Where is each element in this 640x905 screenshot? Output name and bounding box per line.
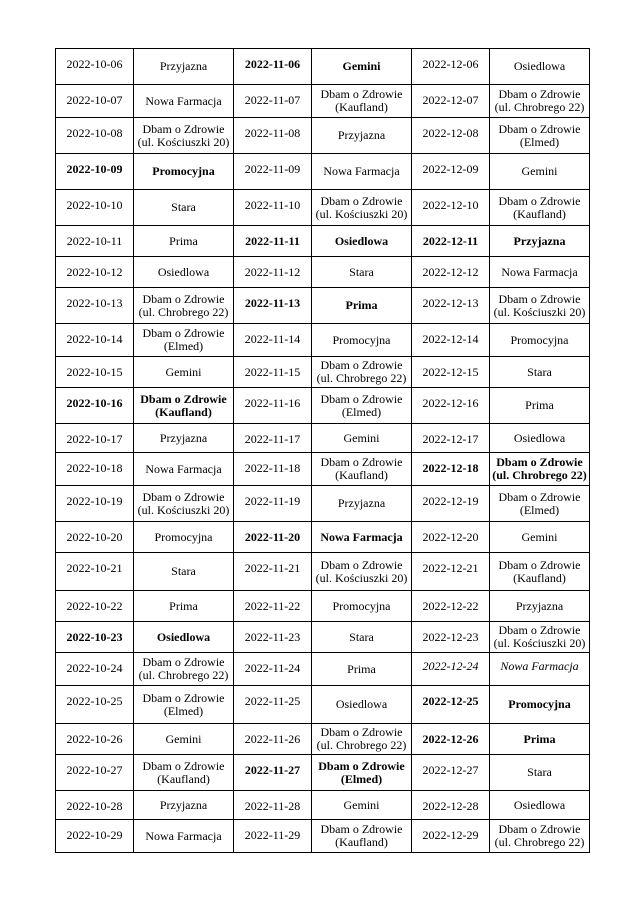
- duty-date-cell: 2022-10-25: [56, 686, 134, 724]
- pharmacy-name-cell: Gemini: [312, 791, 412, 820]
- pharmacy-name-cell: Dbam o Zdrowie (Kaufland): [312, 453, 412, 486]
- pharmacy-name-cell: Nowa Farmacja: [490, 653, 590, 686]
- pharmacy-name-cell: Dbam o Zdrowie (ul. Chrobrego 22): [490, 453, 590, 486]
- table-row: [56, 190, 590, 226]
- pharmacy-name-cell: Promocyjna: [134, 522, 234, 553]
- pharmacy-name-cell: Przyjazna: [312, 486, 412, 522]
- pharmacy-name-cell: Stara: [490, 357, 590, 388]
- pharmacy-name-cell: Dbam o Zdrowie (ul. Kościuszki 20): [312, 190, 412, 226]
- pharmacy-name-cell: Gemini: [134, 357, 234, 388]
- duty-date-cell: 2022-12-19: [412, 486, 490, 522]
- pharmacy-name-cell: Prima: [490, 724, 590, 755]
- pharmacy-name-cell: Przyjazna: [312, 118, 412, 154]
- pharmacy-name-cell: Stara: [134, 553, 234, 591]
- duty-date-cell: 2022-12-26: [412, 724, 490, 755]
- table-row: [56, 755, 590, 791]
- duty-date-cell: 2022-11-08: [234, 118, 312, 154]
- duty-date-cell: 2022-10-16: [56, 388, 134, 424]
- pharmacy-name-cell: Dbam o Zdrowie (ul. Kościuszki 20): [490, 288, 590, 324]
- duty-date-cell: 2022-12-14: [412, 324, 490, 357]
- duty-date-cell: 2022-11-22: [234, 591, 312, 622]
- duty-date-cell: 2022-11-24: [234, 653, 312, 686]
- duty-date-cell: 2022-11-16: [234, 388, 312, 424]
- duty-date-cell: 2022-10-07: [56, 85, 134, 118]
- pharmacy-name-cell: Dbam o Zdrowie (ul. Kościuszki 20): [134, 486, 234, 522]
- schedule-body: [56, 49, 590, 853]
- duty-date-cell: 2022-12-08: [412, 118, 490, 154]
- duty-date-cell: 2022-10-14: [56, 324, 134, 357]
- table-row: [56, 154, 590, 190]
- duty-date-cell: 2022-11-14: [234, 324, 312, 357]
- duty-date-cell: 2022-12-06: [412, 49, 490, 85]
- duty-date-cell: 2022-11-07: [234, 85, 312, 118]
- pharmacy-name-cell: Nowa Farmacja: [490, 257, 590, 288]
- table-row: [56, 324, 590, 357]
- duty-date-cell: 2022-11-28: [234, 791, 312, 820]
- duty-date-cell: 2022-12-27: [412, 755, 490, 791]
- pharmacy-name-cell: Stara: [134, 190, 234, 226]
- duty-date-cell: 2022-11-12: [234, 257, 312, 288]
- duty-date-cell: 2022-12-18: [412, 453, 490, 486]
- pharmacy-name-cell: Przyjazna: [490, 226, 590, 257]
- pharmacy-name-cell: Dbam o Zdrowie (Kaufland): [490, 190, 590, 226]
- pharmacy-name-cell: Prima: [134, 591, 234, 622]
- table-row: [56, 486, 590, 522]
- pharmacy-name-cell: Osiedlowa: [490, 424, 590, 453]
- pharmacy-name-cell: Dbam o Zdrowie (Elmed): [490, 118, 590, 154]
- table-row: [56, 522, 590, 553]
- pharmacy-name-cell: Gemini: [490, 522, 590, 553]
- table-row: [56, 118, 590, 154]
- table-row: [56, 357, 590, 388]
- pharmacy-name-cell: Promocyjna: [312, 591, 412, 622]
- duty-date-cell: 2022-12-12: [412, 257, 490, 288]
- pharmacy-name-cell: Dbam o Zdrowie (Kaufland): [312, 820, 412, 853]
- pharmacy-name-cell: Osiedlowa: [490, 49, 590, 85]
- pharmacy-name-cell: Osiedlowa: [134, 257, 234, 288]
- duty-date-cell: 2022-10-24: [56, 653, 134, 686]
- duty-date-cell: 2022-11-09: [234, 154, 312, 190]
- duty-date-cell: 2022-10-12: [56, 257, 134, 288]
- duty-date-cell: 2022-12-24: [412, 653, 490, 686]
- duty-date-cell: 2022-12-10: [412, 190, 490, 226]
- duty-date-cell: 2022-11-13: [234, 288, 312, 324]
- pharmacy-name-cell: Prima: [490, 388, 590, 424]
- duty-date-cell: 2022-12-23: [412, 622, 490, 653]
- pharmacy-name-cell: Dbam o Zdrowie (Kaufland): [490, 553, 590, 591]
- pharmacy-name-cell: Dbam o Zdrowie (ul. Chrobrego 22): [312, 357, 412, 388]
- duty-date-cell: 2022-12-16: [412, 388, 490, 424]
- duty-date-cell: 2022-11-06: [234, 49, 312, 85]
- pharmacy-name-cell: Dbam o Zdrowie (ul. Kościuszki 20): [134, 118, 234, 154]
- pharmacy-name-cell: Nowa Farmacja: [312, 522, 412, 553]
- pharmacy-name-cell: Dbam o Zdrowie (Kaufland): [312, 85, 412, 118]
- table-row: [56, 226, 590, 257]
- duty-date-cell: 2022-10-13: [56, 288, 134, 324]
- table-row: [56, 388, 590, 424]
- duty-date-cell: 2022-12-20: [412, 522, 490, 553]
- duty-date-cell: 2022-12-09: [412, 154, 490, 190]
- duty-date-cell: 2022-11-17: [234, 424, 312, 453]
- duty-date-cell: 2022-11-21: [234, 553, 312, 591]
- pharmacy-name-cell: Dbam o Zdrowie (Kaufland): [134, 388, 234, 424]
- duty-date-cell: 2022-10-11: [56, 226, 134, 257]
- pharmacy-name-cell: Dbam o Zdrowie (ul. Chrobrego 22): [134, 653, 234, 686]
- pharmacy-name-cell: Nowa Farmacja: [312, 154, 412, 190]
- pharmacy-name-cell: Promocyjna: [134, 154, 234, 190]
- table-row: [56, 85, 590, 118]
- pharmacy-name-cell: Promocyjna: [490, 324, 590, 357]
- duty-date-cell: 2022-10-29: [56, 820, 134, 853]
- pharmacy-name-cell: Gemini: [312, 424, 412, 453]
- pharmacy-name-cell: Promocyjna: [490, 686, 590, 724]
- duty-date-cell: 2022-11-15: [234, 357, 312, 388]
- pharmacy-name-cell: Dbam o Zdrowie (Elmed): [312, 388, 412, 424]
- pharmacy-name-cell: Dbam o Zdrowie (Kaufland): [134, 755, 234, 791]
- duty-date-cell: 2022-12-15: [412, 357, 490, 388]
- duty-date-cell: 2022-10-19: [56, 486, 134, 522]
- duty-date-cell: 2022-12-22: [412, 591, 490, 622]
- table-row: [56, 724, 590, 755]
- duty-date-cell: 2022-11-29: [234, 820, 312, 853]
- pharmacy-name-cell: Dbam o Zdrowie (ul. Kościuszki 20): [490, 622, 590, 653]
- pharmacy-name-cell: Przyjazna: [490, 591, 590, 622]
- duty-date-cell: 2022-10-18: [56, 453, 134, 486]
- table-row: [56, 288, 590, 324]
- duty-date-cell: 2022-11-26: [234, 724, 312, 755]
- pharmacy-name-cell: Osiedlowa: [490, 791, 590, 820]
- table-row: [56, 49, 590, 85]
- duty-date-cell: 2022-12-21: [412, 553, 490, 591]
- duty-date-cell: 2022-10-08: [56, 118, 134, 154]
- pharmacy-name-cell: Stara: [312, 622, 412, 653]
- duty-date-cell: 2022-12-17: [412, 424, 490, 453]
- pharmacy-name-cell: Dbam o Zdrowie (Elmed): [134, 686, 234, 724]
- duty-date-cell: 2022-10-15: [56, 357, 134, 388]
- duty-date-cell: 2022-10-21: [56, 553, 134, 591]
- duty-date-cell: 2022-11-20: [234, 522, 312, 553]
- table-row: [56, 653, 590, 686]
- duty-date-cell: 2022-11-25: [234, 686, 312, 724]
- pharmacy-name-cell: Dbam o Zdrowie (ul. Kościuszki 20): [312, 553, 412, 591]
- pharmacy-name-cell: Promocyjna: [312, 324, 412, 357]
- duty-date-cell: 2022-10-23: [56, 622, 134, 653]
- pharmacy-name-cell: Stara: [312, 257, 412, 288]
- table-row: [56, 257, 590, 288]
- duty-date-cell: 2022-10-28: [56, 791, 134, 820]
- pharmacy-name-cell: Przyjazna: [134, 791, 234, 820]
- duty-date-cell: 2022-12-29: [412, 820, 490, 853]
- pharmacy-duty-schedule-table: [55, 48, 590, 853]
- duty-date-cell: 2022-12-07: [412, 85, 490, 118]
- duty-date-cell: 2022-10-22: [56, 591, 134, 622]
- pharmacy-name-cell: Dbam o Zdrowie (Elmed): [490, 486, 590, 522]
- duty-date-cell: 2022-10-10: [56, 190, 134, 226]
- table-row: [56, 820, 590, 853]
- duty-date-cell: 2022-10-17: [56, 424, 134, 453]
- duty-date-cell: 2022-12-28: [412, 791, 490, 820]
- duty-date-cell: 2022-11-19: [234, 486, 312, 522]
- pharmacy-name-cell: Nowa Farmacja: [134, 453, 234, 486]
- pharmacy-name-cell: Prima: [312, 653, 412, 686]
- pharmacy-name-cell: Dbam o Zdrowie (ul. Chrobrego 22): [490, 820, 590, 853]
- table-row: [56, 622, 590, 653]
- pharmacy-name-cell: Stara: [490, 755, 590, 791]
- pharmacy-name-cell: Osiedlowa: [312, 686, 412, 724]
- duty-date-cell: 2022-11-18: [234, 453, 312, 486]
- pharmacy-name-cell: Nowa Farmacja: [134, 820, 234, 853]
- table-row: [56, 686, 590, 724]
- table-row: [56, 591, 590, 622]
- duty-date-cell: 2022-10-27: [56, 755, 134, 791]
- pharmacy-name-cell: Osiedlowa: [134, 622, 234, 653]
- duty-date-cell: 2022-10-09: [56, 154, 134, 190]
- pharmacy-name-cell: Dbam o Zdrowie (Elmed): [312, 755, 412, 791]
- duty-date-cell: 2022-11-27: [234, 755, 312, 791]
- pharmacy-name-cell: Dbam o Zdrowie (ul. Chrobrego 22): [134, 288, 234, 324]
- pharmacy-name-cell: Nowa Farmacja: [134, 85, 234, 118]
- duty-date-cell: 2022-11-10: [234, 190, 312, 226]
- pharmacy-name-cell: Dbam o Zdrowie (ul. Chrobrego 22): [312, 724, 412, 755]
- pharmacy-name-cell: Gemini: [312, 49, 412, 85]
- pharmacy-name-cell: Prima: [134, 226, 234, 257]
- duty-date-cell: 2022-11-11: [234, 226, 312, 257]
- pharmacy-name-cell: Gemini: [490, 154, 590, 190]
- pharmacy-name-cell: Dbam o Zdrowie (Elmed): [134, 324, 234, 357]
- duty-date-cell: 2022-12-13: [412, 288, 490, 324]
- duty-date-cell: 2022-10-06: [56, 49, 134, 85]
- pharmacy-name-cell: Prima: [312, 288, 412, 324]
- table-row: [56, 791, 590, 820]
- table-row: [56, 553, 590, 591]
- pharmacy-name-cell: Dbam o Zdrowie (ul. Chrobrego 22): [490, 85, 590, 118]
- pharmacy-name-cell: Przyjazna: [134, 424, 234, 453]
- duty-date-cell: 2022-12-25: [412, 686, 490, 724]
- pharmacy-name-cell: Osiedlowa: [312, 226, 412, 257]
- duty-date-cell: 2022-10-20: [56, 522, 134, 553]
- pharmacy-name-cell: Gemini: [134, 724, 234, 755]
- duty-date-cell: 2022-10-26: [56, 724, 134, 755]
- table-row: [56, 424, 590, 453]
- duty-date-cell: 2022-11-23: [234, 622, 312, 653]
- table-row: [56, 453, 590, 486]
- pharmacy-name-cell: Przyjazna: [134, 49, 234, 85]
- duty-date-cell: 2022-12-11: [412, 226, 490, 257]
